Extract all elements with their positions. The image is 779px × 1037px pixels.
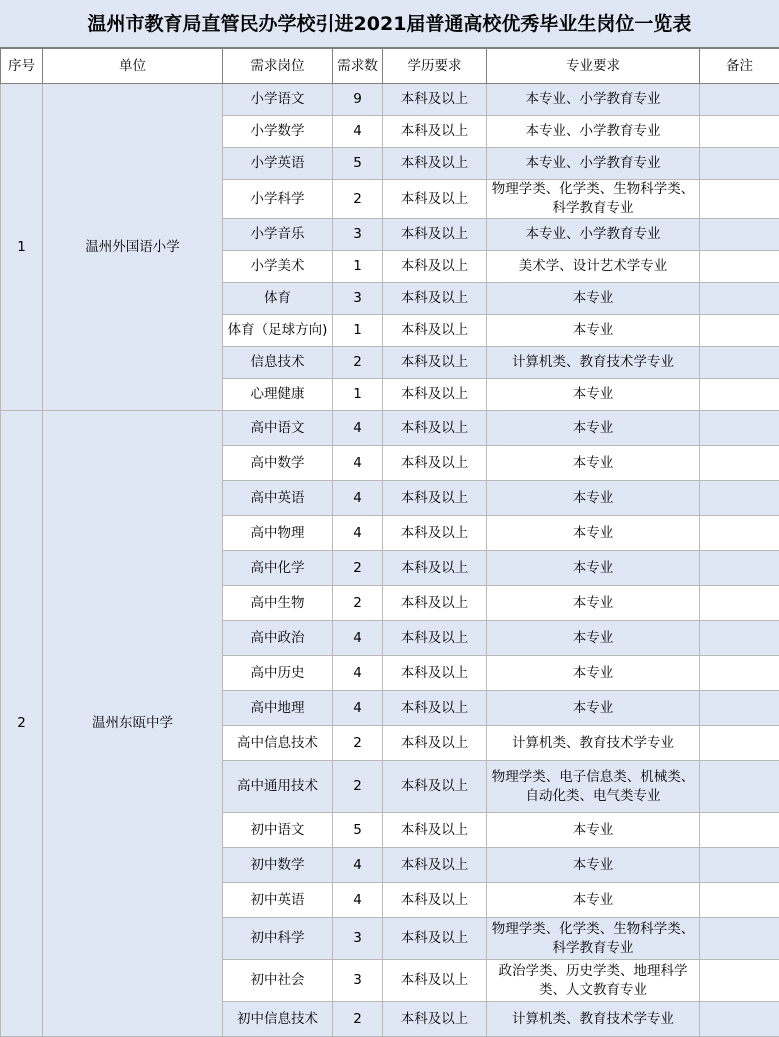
cell-major: 本专业 — [487, 481, 700, 516]
cell-note — [700, 1002, 779, 1037]
cell-education: 本科及以上 — [383, 315, 487, 347]
cell-education: 本科及以上 — [383, 283, 487, 315]
cell-major: 本专业 — [487, 621, 700, 656]
cell-post: 高中信息技术 — [223, 726, 333, 761]
cell-major: 本专业、小学教育专业 — [487, 116, 700, 148]
cell-note — [700, 84, 779, 116]
cell-major: 本专业 — [487, 813, 700, 848]
cell-count: 2 — [333, 347, 383, 379]
cell-note — [700, 379, 779, 411]
cell-count: 1 — [333, 315, 383, 347]
cell-education: 本科及以上 — [383, 481, 487, 516]
cell-major: 本专业 — [487, 446, 700, 481]
header-education: 学历要求 — [383, 49, 487, 84]
cell-major: 本专业 — [487, 656, 700, 691]
cell-note — [700, 586, 779, 621]
cell-count: 5 — [333, 813, 383, 848]
header-major: 专业要求 — [487, 49, 700, 84]
cell-post: 初中科学 — [223, 918, 333, 960]
cell-post: 小学数学 — [223, 116, 333, 148]
group-unit: 温州外国语小学 — [43, 84, 223, 411]
cell-major: 本专业 — [487, 883, 700, 918]
cell-count: 3 — [333, 918, 383, 960]
cell-note — [700, 315, 779, 347]
cell-education: 本科及以上 — [383, 516, 487, 551]
cell-education: 本科及以上 — [383, 586, 487, 621]
cell-post: 初中信息技术 — [223, 1002, 333, 1037]
cell-education: 本科及以上 — [383, 219, 487, 251]
cell-note — [700, 219, 779, 251]
cell-education: 本科及以上 — [383, 848, 487, 883]
cell-major: 物理学类、化学类、生物科学类、科学教育专业 — [487, 918, 700, 960]
cell-education: 本科及以上 — [383, 691, 487, 726]
cell-education: 本科及以上 — [383, 621, 487, 656]
group-index: 1 — [1, 84, 43, 411]
page-title: 温州市教育局直管民办学校引进2021届普通高校优秀毕业生岗位一览表 — [0, 0, 779, 48]
cell-post: 体育 — [223, 283, 333, 315]
header-count: 需求数 — [333, 49, 383, 84]
cell-post: 小学美术 — [223, 251, 333, 283]
cell-education: 本科及以上 — [383, 918, 487, 960]
cell-count: 1 — [333, 379, 383, 411]
cell-note — [700, 516, 779, 551]
cell-post: 初中英语 — [223, 883, 333, 918]
cell-count: 4 — [333, 691, 383, 726]
cell-post: 心理健康 — [223, 379, 333, 411]
cell-major: 本专业 — [487, 379, 700, 411]
cell-major: 本专业 — [487, 315, 700, 347]
header-unit: 单位 — [43, 49, 223, 84]
cell-major: 政治学类、历史学类、地理科学类、人文教育专业 — [487, 960, 700, 1002]
cell-major: 本专业 — [487, 551, 700, 586]
cell-major: 美术学、设计艺术学专业 — [487, 251, 700, 283]
cell-count: 4 — [333, 883, 383, 918]
cell-major: 本专业 — [487, 283, 700, 315]
cell-note — [700, 283, 779, 315]
cell-major: 计算机类、教育技术学专业 — [487, 347, 700, 379]
cell-major: 本专业、小学教育专业 — [487, 84, 700, 116]
cell-education: 本科及以上 — [383, 726, 487, 761]
cell-count: 2 — [333, 1002, 383, 1037]
cell-note — [700, 761, 779, 813]
cell-education: 本科及以上 — [383, 411, 487, 446]
cell-education: 本科及以上 — [383, 551, 487, 586]
header-note: 备注 — [700, 49, 779, 84]
cell-post: 高中通用技术 — [223, 761, 333, 813]
cell-education: 本科及以上 — [383, 960, 487, 1002]
cell-post: 信息技术 — [223, 347, 333, 379]
cell-note — [700, 148, 779, 180]
cell-note — [700, 347, 779, 379]
cell-count: 3 — [333, 219, 383, 251]
cell-major: 本专业 — [487, 516, 700, 551]
cell-education: 本科及以上 — [383, 883, 487, 918]
cell-post: 小学英语 — [223, 148, 333, 180]
cell-count: 4 — [333, 116, 383, 148]
cell-post: 高中生物 — [223, 586, 333, 621]
cell-education: 本科及以上 — [383, 84, 487, 116]
cell-post: 初中数学 — [223, 848, 333, 883]
cell-post: 高中化学 — [223, 551, 333, 586]
cell-post: 小学科学 — [223, 180, 333, 219]
cell-post: 高中数学 — [223, 446, 333, 481]
cell-note — [700, 726, 779, 761]
header-post: 需求岗位 — [223, 49, 333, 84]
cell-education: 本科及以上 — [383, 761, 487, 813]
cell-count: 2 — [333, 726, 383, 761]
cell-education: 本科及以上 — [383, 148, 487, 180]
cell-education: 本科及以上 — [383, 656, 487, 691]
cell-note — [700, 813, 779, 848]
cell-count: 3 — [333, 283, 383, 315]
cell-note — [700, 848, 779, 883]
cell-post: 高中政治 — [223, 621, 333, 656]
cell-count: 1 — [333, 251, 383, 283]
group-index: 2 — [1, 411, 43, 1037]
cell-count: 5 — [333, 148, 383, 180]
cell-major: 本专业 — [487, 411, 700, 446]
cell-count: 2 — [333, 180, 383, 219]
cell-education: 本科及以上 — [383, 1002, 487, 1037]
cell-note — [700, 918, 779, 960]
cell-note — [700, 621, 779, 656]
cell-post: 小学语文 — [223, 84, 333, 116]
cell-count: 4 — [333, 848, 383, 883]
cell-education: 本科及以上 — [383, 446, 487, 481]
table-row — [1, 84, 779, 116]
cell-major: 本专业 — [487, 691, 700, 726]
cell-education: 本科及以上 — [383, 180, 487, 219]
cell-education: 本科及以上 — [383, 251, 487, 283]
cell-post: 初中社会 — [223, 960, 333, 1002]
cell-count: 4 — [333, 411, 383, 446]
cell-major: 物理学类、电子信息类、机械类、自动化类、电气类专业 — [487, 761, 700, 813]
cell-post: 高中语文 — [223, 411, 333, 446]
cell-post: 体育（足球方向) — [223, 315, 333, 347]
cell-note — [700, 116, 779, 148]
cell-post: 高中历史 — [223, 656, 333, 691]
positions-table — [0, 48, 779, 1037]
cell-note — [700, 883, 779, 918]
cell-post: 初中语文 — [223, 813, 333, 848]
cell-note — [700, 551, 779, 586]
cell-post: 高中英语 — [223, 481, 333, 516]
cell-count: 4 — [333, 446, 383, 481]
cell-count: 2 — [333, 586, 383, 621]
header-row — [1, 49, 779, 84]
cell-count: 4 — [333, 516, 383, 551]
cell-note — [700, 446, 779, 481]
cell-count: 4 — [333, 656, 383, 691]
cell-note — [700, 656, 779, 691]
cell-education: 本科及以上 — [383, 116, 487, 148]
table-row — [1, 411, 779, 446]
cell-major: 本专业、小学教育专业 — [487, 219, 700, 251]
header-index: 序号 — [1, 49, 43, 84]
cell-major: 物理学类、化学类、生物科学类、科学教育专业 — [487, 180, 700, 219]
cell-major: 本专业、小学教育专业 — [487, 148, 700, 180]
cell-education: 本科及以上 — [383, 813, 487, 848]
cell-note — [700, 481, 779, 516]
cell-note — [700, 411, 779, 446]
cell-count: 4 — [333, 481, 383, 516]
group-unit: 温州东瓯中学 — [43, 411, 223, 1037]
cell-count: 4 — [333, 621, 383, 656]
cell-major: 本专业 — [487, 848, 700, 883]
cell-education: 本科及以上 — [383, 379, 487, 411]
cell-note — [700, 691, 779, 726]
cell-major: 计算机类、教育技术学专业 — [487, 726, 700, 761]
cell-count: 3 — [333, 960, 383, 1002]
cell-education: 本科及以上 — [383, 347, 487, 379]
cell-major: 计算机类、教育技术学专业 — [487, 1002, 700, 1037]
cell-note — [700, 960, 779, 1002]
cell-post: 高中物理 — [223, 516, 333, 551]
cell-post: 小学音乐 — [223, 219, 333, 251]
cell-post: 高中地理 — [223, 691, 333, 726]
cell-major: 本专业 — [487, 586, 700, 621]
cell-count: 2 — [333, 761, 383, 813]
cell-count: 9 — [333, 84, 383, 116]
cell-note — [700, 251, 779, 283]
cell-note — [700, 180, 779, 219]
table-body — [1, 49, 779, 1037]
cell-count: 2 — [333, 551, 383, 586]
